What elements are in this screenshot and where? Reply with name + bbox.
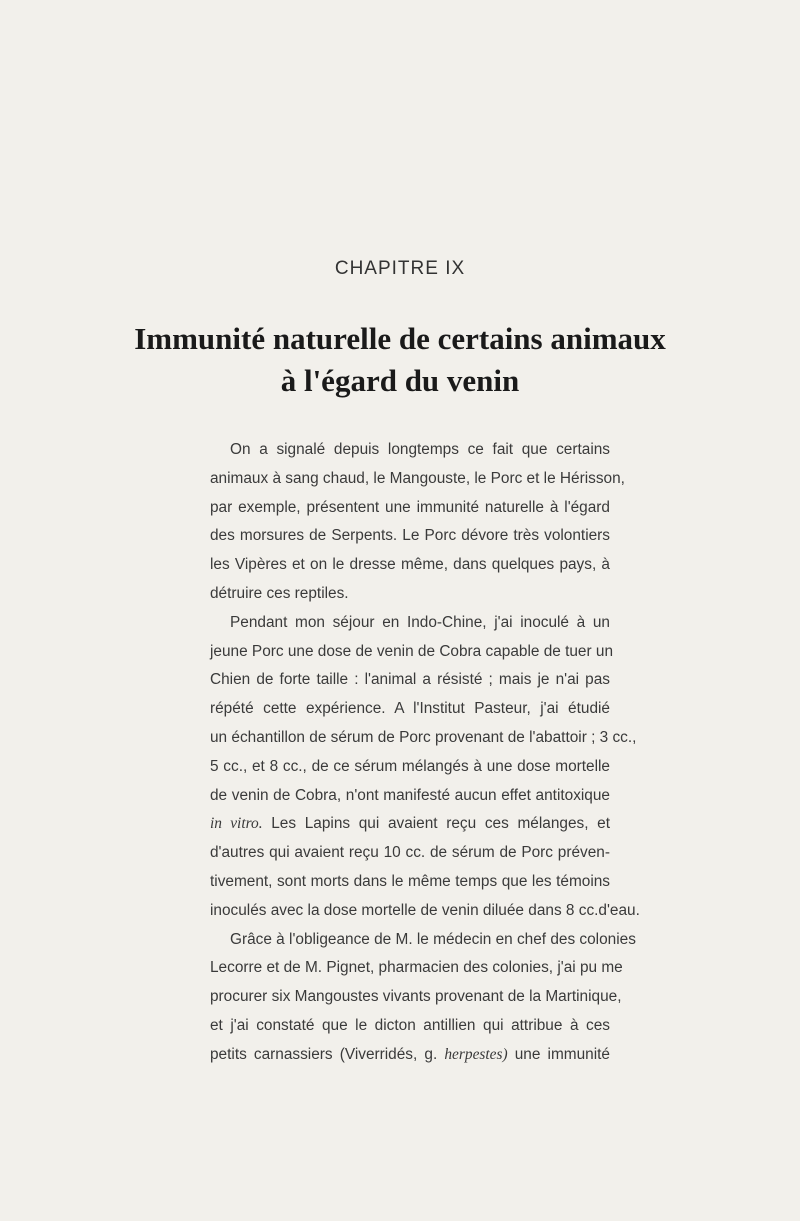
text-line: Pendant mon séjour en Indo-Chine, j'ai inoculé à un (230, 613, 610, 631)
text-line: de venin de Cobra, n'ont manifesté aucun effet antitoxique (210, 786, 610, 804)
text-line: procurer six Mangoustes vivants provenant de la Martinique, (210, 988, 622, 1006)
text-line: inoculés avec la dose mortelle de venin diluée dans 8 cc.d'eau. (210, 901, 640, 919)
text-line (210, 1041, 610, 1070)
title-line-2: à l'égard du venin (280, 363, 520, 398)
italic-text: herpestes) (444, 1045, 508, 1063)
chapter-heading: CHAPITRE IX (334, 258, 466, 279)
text-span: petits carnassiers (Viverridés, g. (210, 1045, 445, 1063)
text-line: On a signalé depuis longtemps ce fait que certains (230, 441, 610, 458)
title-line-1: Immunité naturelle de certains animaux (134, 321, 666, 356)
body-text (210, 436, 640, 1070)
text-line: tivement, sont morts dans le même temps que les témoins (210, 872, 610, 890)
text-line: animaux à sang chaud, le Mangouste, le Porc et le Hérisson, (210, 469, 625, 487)
text-line: un échantillon de sérum de Porc provenant de l'abattoir ; 3 cc., (210, 728, 637, 746)
text-line: Grâce à l'obligeance de M. le médecin en chef des colonies (230, 930, 636, 948)
text-line: Chien de forte taille : l'animal a résisté ; mais je n'ai pas (210, 671, 610, 689)
text-span: une immunité (507, 1045, 610, 1063)
text-line: les Vipères et on le dresse même, dans quelques pays, à (210, 556, 610, 574)
text-line: jeune Porc une dose de venin de Cobra capable de tuer un (210, 642, 614, 660)
chapter-title (0, 318, 800, 402)
text-line: et j'ai constaté que le dicton antillien qui attribue à ces (210, 1016, 610, 1034)
text-line: répété cette expérience. A l'Institut Pasteur, j'ai étudié (210, 700, 610, 718)
text-line: par exemple, présentent une immunité naturelle à l'égard (210, 498, 610, 516)
text-line: Lecorre et de M. Pignet, pharmacien des colonies, j'ai pu me (210, 959, 623, 977)
italic-text: in vitro. (210, 815, 263, 833)
text-line: d'autres qui avaient reçu 10 cc. de sérum de Porc préven- (210, 844, 610, 862)
text-span: Les Lapins qui avaient reçu ces mélanges, et (262, 815, 610, 833)
text-line: des morsures de Serpents. Le Porc dévore très volontiers (210, 527, 610, 545)
text-line (210, 810, 610, 839)
text-line: 5 cc., et 8 cc., de ce sérum mélangés à une dose mortelle (210, 757, 610, 775)
text-line: détruire ces reptiles. (210, 584, 349, 602)
